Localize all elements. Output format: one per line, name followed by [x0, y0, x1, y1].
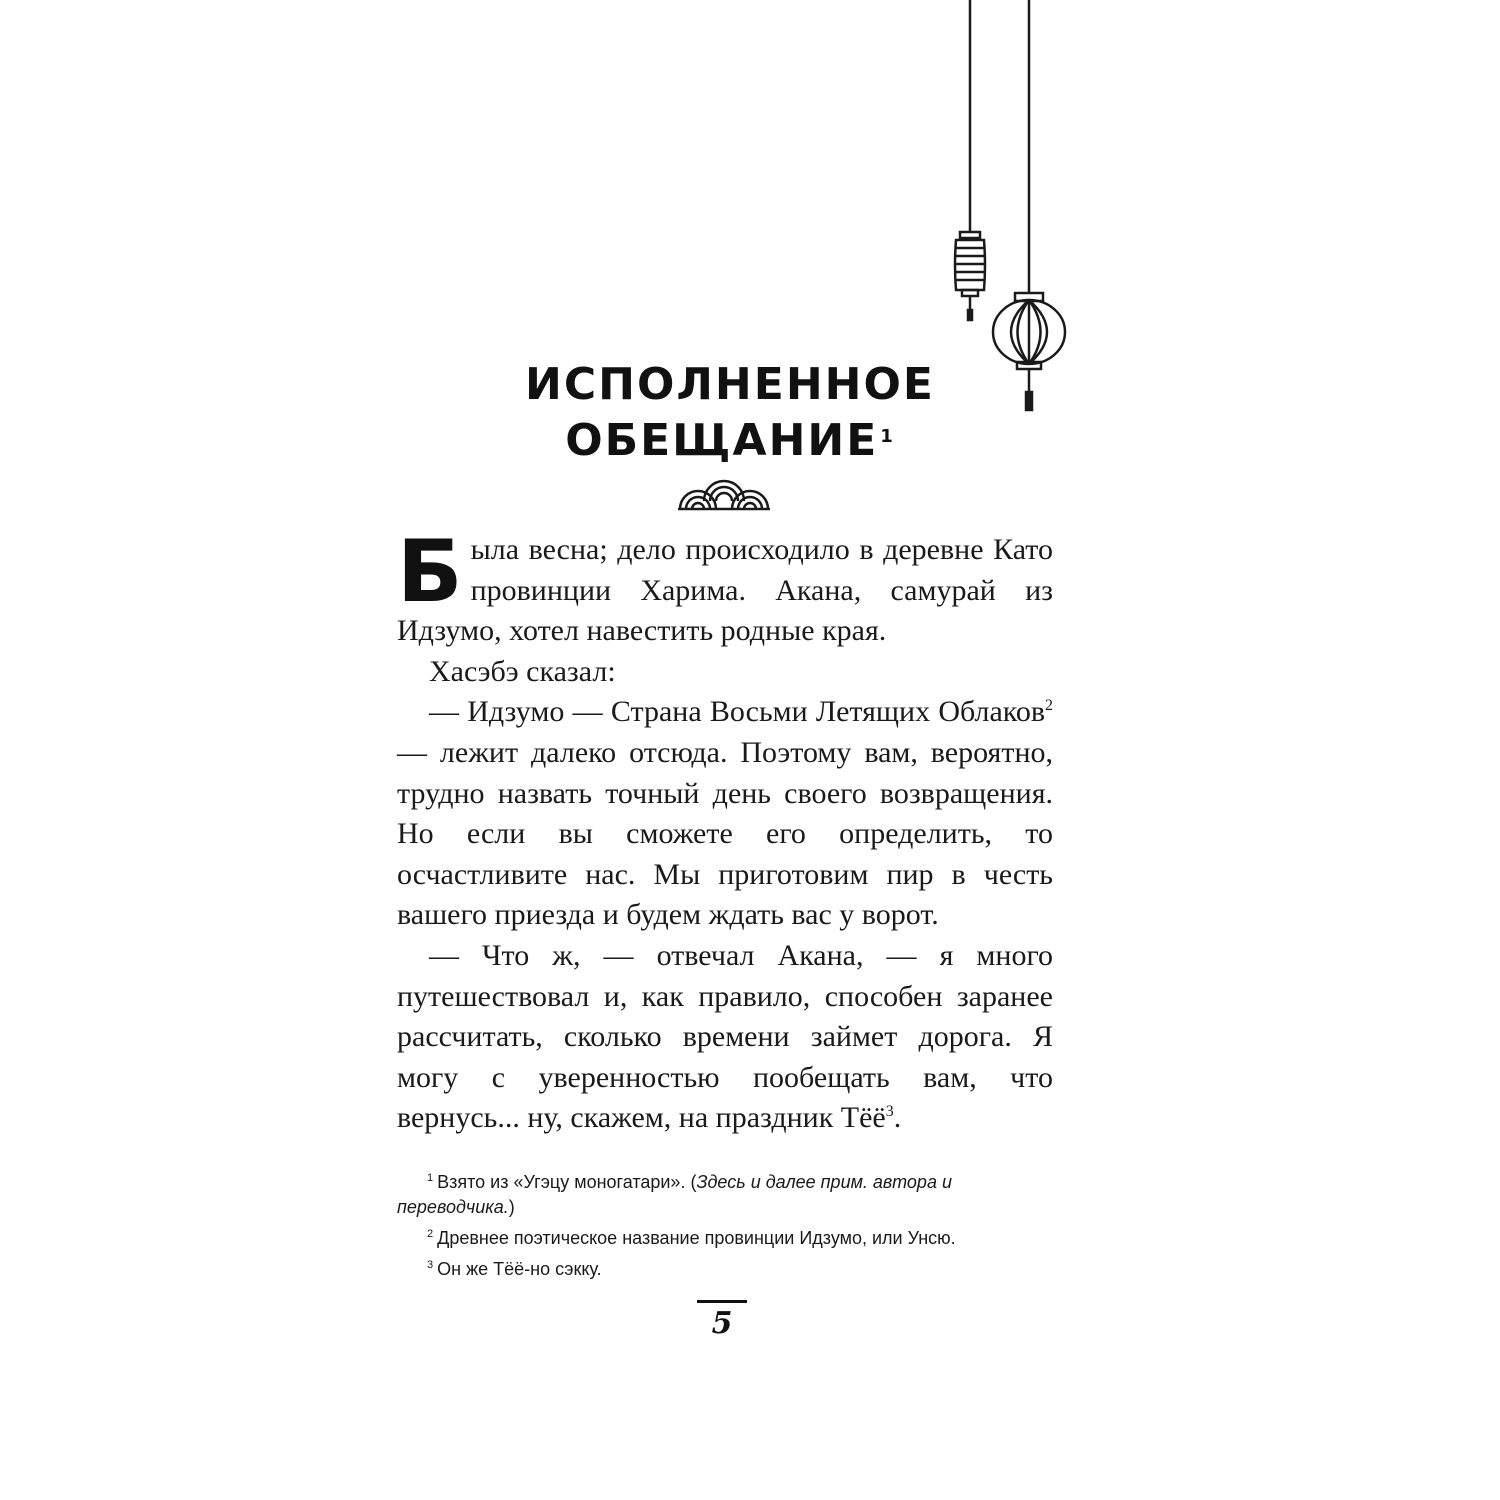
paragraph-4-text-b: . [893, 1101, 902, 1135]
page-number: 5 [711, 1306, 733, 1341]
main-text [397, 522, 1053, 1139]
small-lantern [955, 0, 985, 320]
paragraph-3 [397, 692, 1053, 936]
hanging-lanterns-icon [940, 0, 1080, 420]
wave-clouds-icon [676, 465, 772, 515]
footnote-1-text-b: ) [508, 1197, 515, 1217]
paragraph-3-text-a: — Идзумо — Страна Восьми Летящих Облаков [429, 695, 1045, 729]
page-number-divider [697, 1300, 747, 1303]
footnote-2-number: 2 [427, 1228, 434, 1240]
footnote-1 [397, 1166, 1053, 1220]
title-footnote-ref[interactable]: 1 [880, 426, 895, 448]
footnote-ref-3[interactable]: 3 [885, 1103, 894, 1121]
paragraph-2: Хасэбэ сказал: [429, 654, 616, 688]
chapter-title-line-2 [520, 413, 940, 469]
footnote-1-text-italic: Здесь и далее прим. автора и переводчика. [397, 1172, 952, 1217]
paragraph-1 [397, 522, 1053, 652]
footnote-2 [397, 1222, 1053, 1251]
footnote-3 [397, 1253, 1053, 1282]
footnotes [397, 1166, 1053, 1284]
chapter-title-line-1: ИСПОЛНЕННОЕ [525, 359, 935, 411]
paragraph-4-text-a: — Что ж, — отвечал Акана, — я много путешествовал и, как правило, способен заранее рассчитать, сколько времени займет дорога. Я могу с уверенностью пообещать вам, что вернусь... ну, скажем, на праздник Тёё [397, 938, 1053, 1135]
large-lantern [993, 0, 1065, 410]
footnote-3-number: 3 [427, 1259, 434, 1271]
chapter-title [520, 357, 940, 469]
footnote-2-text: Древнее поэтическое название провинции Идзумо, или Унсю. [437, 1228, 956, 1248]
paragraph-1-text: ыла весна; дело происходило в деревне Като провинции Харима. Акана, самурай из Идзумо, хотел навестить родные края. [397, 533, 1053, 648]
footnote-ref-2[interactable]: 2 [1045, 697, 1053, 715]
footnote-3-text: Он же Тёё-но сэкку. [437, 1259, 602, 1279]
footnote-1-text-a: Взято из «Угэцу моногатари». ( [437, 1172, 697, 1192]
drop-cap: Б [397, 522, 463, 622]
footnote-1-number: 1 [427, 1172, 434, 1184]
paragraph-3-text-b: — лежит далеко отсюда. Поэтому вам, вероятно, трудно назвать точный день своего возвращения. Но если вы сможете его определить, то осчастливите нас. Мы приготовим пир в честь вашего приезда и будем ждать вас у ворот. [397, 735, 1053, 932]
paragraph-4 [397, 936, 1053, 1139]
chapter-title-word: ОБЕЩАНИЕ [565, 415, 879, 467]
